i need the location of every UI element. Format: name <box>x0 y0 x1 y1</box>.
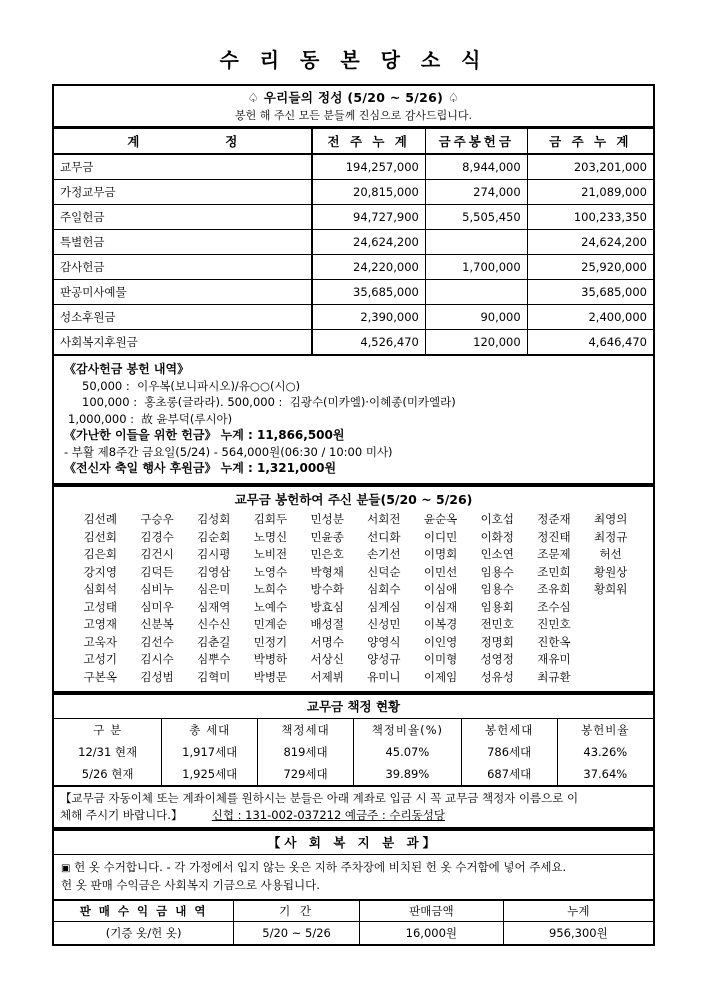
table-row <box>54 922 653 944</box>
offering-row-prev: 94,727,900 <box>312 204 426 229</box>
list-item: 김경수 <box>140 529 174 544</box>
table-row <box>54 279 653 304</box>
donors-block <box>54 487 653 693</box>
list-item: 성영정 <box>480 652 514 667</box>
list-item: 고성태 <box>83 599 117 614</box>
offering-banner-subtitle: 봉헌 해 주신 모든 분들께 진심으로 감사드립니다. <box>235 109 472 122</box>
list-item: 최정규 <box>593 529 628 544</box>
assessment-col-assessed-households: 책정세대 <box>258 719 354 741</box>
list-item: 임용수 <box>480 564 514 579</box>
sales-label-line-1: 판 매 수 익 금 내 역 <box>54 900 234 922</box>
list-item: 이제임 <box>423 669 458 684</box>
list-item: 윤순옥 <box>423 512 458 527</box>
transfer-notice-line-2a: 체해 주시기 바랍니다.】 <box>60 807 183 822</box>
list-item: 이인영 <box>423 634 458 649</box>
welfare-notice-line-2: 헌 옷 판매 수익금은 사회복지 기금으로 사용됩니다. <box>61 877 320 892</box>
thanks-offering-header: 《감사헌금 봉헌 내역》 <box>64 362 190 376</box>
list-item: 이명회 <box>423 547 458 562</box>
poor-offering-header: 《가난한 이들을 위한 헌금》 누계 : 11,866,500원 <box>64 428 345 443</box>
filled-square-icon: ▣ <box>61 863 71 875</box>
offering-row-total: 21,089,000 <box>527 179 653 204</box>
offering-row-prev: 4,526,470 <box>312 329 426 354</box>
list-item: 민정기 <box>253 634 288 649</box>
assessment-section <box>52 695 655 787</box>
assessment-title: 교무금 책정 현황 <box>54 695 653 719</box>
assessment-cell: 45.07% <box>353 741 461 763</box>
list-item: 김성범 <box>140 669 174 684</box>
list-item: 박병하 <box>253 652 288 667</box>
assessment-cell: 5/26 현재 <box>81 767 134 782</box>
list-item: 배성절 <box>310 617 344 632</box>
offering-row-prev: 24,624,200 <box>312 229 426 254</box>
offering-row-week: 8,944,000 <box>425 154 527 179</box>
offering-row-prev: 24,220,000 <box>312 254 426 279</box>
list-item: 김은회 <box>83 547 117 562</box>
list-item: 심회수 <box>367 582 401 597</box>
transfer-notice-section <box>52 787 655 831</box>
assessment-cell: 37.64% <box>557 763 653 785</box>
sales-cell-total: 956,300원 <box>503 922 653 944</box>
list-item: 방효심 <box>310 599 344 614</box>
list-item: 허선 <box>599 547 622 562</box>
list-item: 전민호 <box>480 617 514 632</box>
list-item: 신덕순 <box>367 564 401 579</box>
list-item: 김선례 <box>83 512 117 527</box>
list-item: 노비전 <box>253 547 288 562</box>
list-item: 김성회 <box>197 512 231 527</box>
list-item: 서회전 <box>367 512 401 527</box>
patron-offering-header: 《전신자 축일 행사 후원금》 누계 : 1,321,000원 <box>64 461 337 476</box>
offering-row-total: 2,400,000 <box>527 304 653 329</box>
assessment-cell: 1,917세대 <box>162 741 258 763</box>
offering-col-current-total: 금 주 누 계 <box>527 129 653 155</box>
offering-row-prev: 194,257,000 <box>312 154 426 179</box>
list-item: 노영수 <box>253 564 288 579</box>
sales-header-row <box>54 900 653 922</box>
thanks-offering-line: 100,000 : 홍초롱(글라라). 500,000 : 김광수(미카엘)·이혜종(미카엘라) <box>82 395 456 410</box>
assessment-cell: 39.89% <box>353 763 461 785</box>
list-item: 심뿌수 <box>197 652 231 667</box>
table-row <box>54 254 653 279</box>
donors-title: 교무금 봉헌하여 주신 분들(5/20 ~ 5/26) <box>234 492 473 508</box>
list-item: 박형채 <box>310 564 344 579</box>
offering-row-week: 120,000 <box>425 329 527 354</box>
assessment-cell: 1,925세대 <box>162 763 258 785</box>
assessment-col-offering-rate: 봉헌비율 <box>557 719 653 741</box>
list-item: 손기선 <box>367 547 401 562</box>
list-item: 김선수 <box>140 634 174 649</box>
list-item: 이심재 <box>423 599 458 614</box>
table-row <box>54 204 653 229</box>
list-item: 노명신 <box>253 529 288 544</box>
offering-section <box>52 84 655 356</box>
list-item: 민은호 <box>310 547 344 562</box>
list-item: 김순회 <box>197 529 231 544</box>
notes-section <box>52 356 655 487</box>
bank-account-info: 신협 : 131-002-037212 예금주 : 수리동성당 <box>211 807 445 822</box>
offering-row-week: 5,505,450 <box>425 204 527 229</box>
list-item: 조민희 <box>537 564 571 579</box>
list-item: 민성분 <box>310 512 344 527</box>
list-item: 양성규 <box>367 652 401 667</box>
list-item: 김덕든 <box>140 564 174 579</box>
welfare-notice-line-1 <box>61 859 646 877</box>
sales-table <box>54 899 653 944</box>
offering-row-total: 203,201,000 <box>527 154 653 179</box>
list-item: 심은미 <box>197 582 231 597</box>
offering-row-week: 1,700,000 <box>425 254 527 279</box>
list-item <box>582 599 639 616</box>
list-item: 심재역 <box>197 599 231 614</box>
list-item: 정명회 <box>480 634 514 649</box>
sales-cell-amount: 16,000원 <box>359 922 503 944</box>
list-item: 강지영 <box>83 564 117 579</box>
offering-row-label: 교무금 <box>54 154 312 179</box>
list-item: 김춘길 <box>197 634 231 649</box>
list-item <box>582 651 639 668</box>
list-item: 유미니 <box>367 669 401 684</box>
list-item: 서제뷔 <box>310 669 344 684</box>
assessment-cell: 43.26% <box>557 741 653 763</box>
list-item: 정진태 <box>537 529 571 544</box>
list-item: 재유미 <box>537 652 571 667</box>
table-row <box>54 229 653 254</box>
list-item: 진한옥 <box>537 634 571 649</box>
offering-table-body <box>54 154 653 354</box>
thanks-offering-line: 1,000,000 : 故 윤부덕(루시아) <box>68 411 233 426</box>
offering-col-week: 금주봉헌금 <box>425 129 527 155</box>
list-item: 고욱자 <box>83 634 117 649</box>
list-item: 방수화 <box>310 582 344 597</box>
offering-row-label: 주일헌금 <box>54 204 312 229</box>
assessment-header-row <box>54 719 653 741</box>
list-item: 최영의 <box>593 512 628 527</box>
offering-row-prev: 2,390,000 <box>312 304 426 329</box>
notes-block <box>54 356 653 485</box>
list-item: 양영식 <box>367 634 401 649</box>
assessment-col-division: 구 분 <box>93 723 123 738</box>
list-item: 성유성 <box>480 669 514 684</box>
list-item: 이민선 <box>423 564 458 579</box>
list-item: 고성기 <box>83 652 117 667</box>
list-item: 구승우 <box>140 512 174 527</box>
offering-row-total: 24,624,200 <box>527 229 653 254</box>
transfer-notice-block <box>54 787 653 829</box>
list-item: 노희수 <box>253 582 288 597</box>
sales-col-amount: 판매금액 <box>359 900 503 922</box>
list-item: 선디화 <box>367 529 401 544</box>
offering-row-label: 판공미사예물 <box>54 279 312 304</box>
list-item: 조문제 <box>537 547 571 562</box>
list-item: 김건시 <box>140 547 174 562</box>
list-item: 최규환 <box>537 669 571 684</box>
welfare-section <box>52 831 655 945</box>
offering-row-label: 감사헌금 <box>54 254 312 279</box>
list-item: 신수신 <box>197 617 231 632</box>
list-item: 김영삼 <box>197 564 231 579</box>
offering-row-week <box>425 229 527 254</box>
list-item <box>582 634 639 651</box>
list-item: 구본옥 <box>83 669 117 684</box>
table-row <box>54 763 653 785</box>
donors-section <box>52 487 655 695</box>
list-item: 이미형 <box>423 652 458 667</box>
offering-table-header-row <box>54 129 653 155</box>
list-item: 민계순 <box>253 617 288 632</box>
assessment-cell: 687세대 <box>461 763 557 785</box>
list-item: 민윤종 <box>310 529 344 544</box>
assessment-cell: 786세대 <box>461 741 557 763</box>
list-item: 김시수 <box>140 652 174 667</box>
transfer-notice-line-2 <box>60 807 647 824</box>
list-item: 임용회 <box>480 599 514 614</box>
list-item: 서상신 <box>310 652 344 667</box>
list-item: 정준재 <box>537 512 571 527</box>
welfare-notice-text-1: 헌 옷 수거합니다. - 각 가정에서 입지 않는 옷은 지하 주차장에 비치된 헌 옷 수거함에 넣어 주세요. <box>74 860 567 875</box>
sales-col-total: 누계 <box>503 900 653 922</box>
list-item: 이화정 <box>480 529 514 544</box>
list-item: 심계심 <box>367 599 401 614</box>
offering-row-label: 가정교무금 <box>54 179 312 204</box>
assessment-cell: 729세대 <box>258 763 354 785</box>
assessment-col-offering-households: 봉헌세대 <box>461 719 557 741</box>
list-item: 인소연 <box>480 547 514 562</box>
list-item: 이디민 <box>423 529 458 544</box>
offering-row-label: 사회복지후원금 <box>54 329 312 354</box>
offering-col-account: 계 정 <box>54 129 312 155</box>
transfer-notice-line-1: 【교무금 자동이체 또는 계좌이체를 원하시는 분들은 아래 계좌로 입금 시 꼭 교무금 책정자 이름으로 이 <box>60 791 579 806</box>
offering-table <box>54 128 653 354</box>
poor-offering-detail: - 부활 제8주간 금요일(5/24) - 564,000원(06:30 / 10:00 미사) <box>64 445 393 460</box>
list-item: 고영재 <box>83 617 117 632</box>
list-item <box>582 669 639 686</box>
donor-name-grid <box>54 511 653 686</box>
assessment-col-assessed-rate: 책정비율(%) <box>353 719 461 741</box>
assessment-cell: 12/31 현재 <box>78 745 138 760</box>
list-item: 조수심 <box>537 599 571 614</box>
offering-row-prev: 20,815,000 <box>312 179 426 204</box>
offering-row-total: 25,920,000 <box>527 254 653 279</box>
list-item: 황희워 <box>593 582 628 597</box>
assessment-cell: 819세대 <box>258 741 354 763</box>
list-item: 김시평 <box>197 547 231 562</box>
welfare-title: 【사 회 복 지 분 과】 <box>54 831 653 855</box>
list-item: 이심애 <box>423 582 458 597</box>
assessment-col-total-households: 총 세대 <box>162 719 258 741</box>
page-title: 수 리 동 본 당 소 식 <box>219 48 488 72</box>
sales-cell-period: 5/20 ~ 5/26 <box>234 922 360 944</box>
table-row <box>54 741 653 763</box>
thanks-offering-line: 50,000 : 이우복(보니파시오)/유○○(시○) <box>82 379 301 394</box>
list-item: 노예수 <box>253 599 288 614</box>
list-item: 심미우 <box>140 599 174 614</box>
offering-row-label: 특별헌금 <box>54 229 312 254</box>
sales-label-line-2: (기증 옷/헌 옷) <box>54 922 234 944</box>
offering-row-week: 90,000 <box>425 304 527 329</box>
list-item: 진민호 <box>537 617 571 632</box>
list-item: 김선회 <box>83 529 117 544</box>
table-row <box>54 329 653 354</box>
offering-row-week <box>425 279 527 304</box>
offering-row-total: 4,646,470 <box>527 329 653 354</box>
table-row <box>54 154 653 179</box>
offering-banner <box>54 86 653 128</box>
offering-col-prev-total: 전 주 누 계 <box>312 129 426 155</box>
list-item: 심회석 <box>83 582 117 597</box>
list-item: 임용수 <box>480 582 514 597</box>
offering-row-prev: 35,685,000 <box>312 279 426 304</box>
list-item: 김회두 <box>253 512 288 527</box>
list-item <box>582 616 639 633</box>
list-item: 신성민 <box>367 617 401 632</box>
offering-row-total: 35,685,000 <box>527 279 653 304</box>
list-item: 이호섭 <box>480 512 514 527</box>
list-item: 서명수 <box>310 634 344 649</box>
list-item: 이복경 <box>423 617 458 632</box>
table-row <box>54 304 653 329</box>
offering-row-week: 274,000 <box>425 179 527 204</box>
list-item: 조유희 <box>537 582 571 597</box>
assessment-table <box>54 719 653 785</box>
list-item: 김혁미 <box>197 669 231 684</box>
table-row <box>54 179 653 204</box>
sales-col-period: 기 간 <box>234 900 360 922</box>
welfare-body <box>54 855 653 898</box>
list-item: 황원상 <box>593 564 628 579</box>
list-item: 박병문 <box>253 669 288 684</box>
offering-row-label: 성소후원금 <box>54 304 312 329</box>
offering-row-total: 100,233,350 <box>527 204 653 229</box>
list-item: 신분복 <box>140 617 174 632</box>
offering-banner-title: ♤ 우리들의 정성 (5/20 ~ 5/26) ♤ <box>247 90 460 105</box>
list-item: 심비누 <box>140 582 174 597</box>
